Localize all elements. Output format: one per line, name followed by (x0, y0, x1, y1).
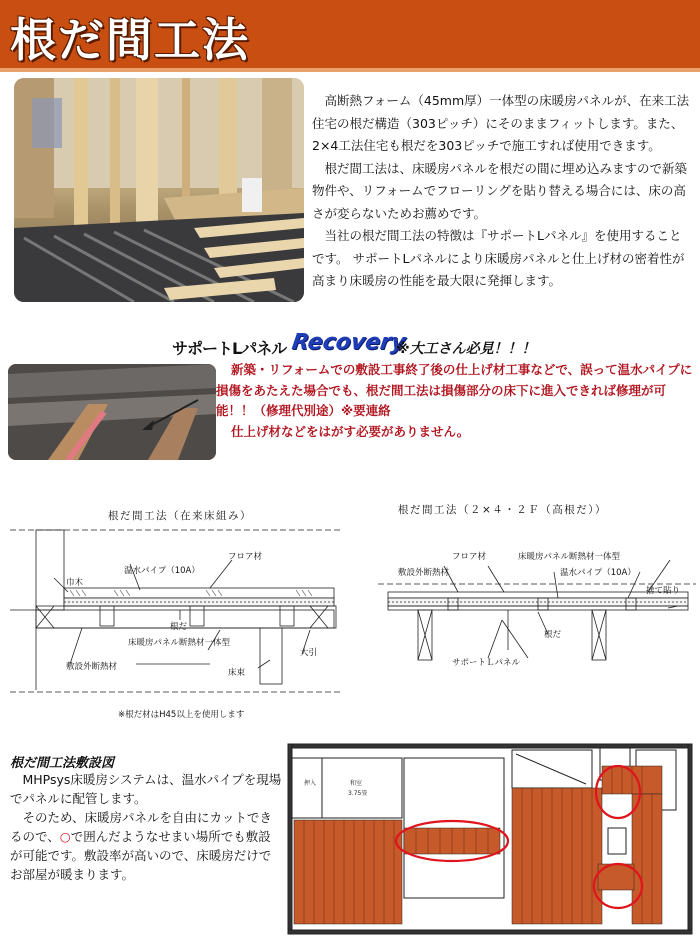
label-insulation-right: 敷設外断熱材 (398, 568, 450, 578)
floor-plan-drawing (286, 738, 696, 938)
carpenter-note: ※大工さん必見！！！ (396, 341, 536, 357)
drawing-left-note: ※根だ材はH45以上を使用します (118, 710, 245, 720)
label-panel-right: 床暖房パネル断熱材一体型 (518, 552, 621, 562)
label-neda-right: 根だ (544, 630, 562, 640)
plan-text (10, 770, 282, 884)
recovery-paragraph-1: 新築・リフォームでの敷設工事終了後の仕上げ材工事などで、誤って温水パイプに損傷をあたえた場合でも、根だ間工法は損傷部分の床下に進入できれば修理が可能！！（修理代別途）※要連絡 (216, 362, 693, 418)
label-tsuka: 床束 (228, 668, 246, 678)
room-label-oshiire: 押入 (304, 780, 317, 787)
label-panel-left: 床暖房パネル断熱材一体型 (128, 638, 231, 648)
label-flooring-left: フロア材 (228, 552, 263, 562)
plan-title: 根だ間工法敷設図 (10, 756, 115, 771)
intro-paragraph-1: 高断熱フォーム（45mm厚）一体型の床暖房パネルが、在来工法住宅の根だ構造（303ピッチ）にそのままフィットします。また、2×4工法住宅も根だを303ピッチで施工すれば使用できます。 (312, 93, 690, 153)
plan-paragraph-2: そのため、床暖房パネルを自由にカットできるので、○で囲んだようなせまい場所でも敷設が可能です。敷設率が高いので、床暖房だけでお部屋が暖まります。 (10, 810, 272, 882)
label-flooring-right: フロア材 (452, 552, 487, 562)
recovery-text (216, 360, 694, 442)
label-pipe-left: 温水パイプ（10A） (124, 566, 200, 576)
label-habaki: 巾木 (66, 578, 84, 588)
label-pipe-right: 温水パイプ（10A） (560, 568, 636, 578)
support-panel-label: サポートLパネル (172, 339, 287, 358)
pipe-closeup-photo (8, 364, 216, 460)
recovery-paragraph-2: 仕上げ材などをはがす必要がありません。 (231, 423, 470, 439)
drawing-left-title: 根だ間工法（在来床組み） (108, 510, 252, 522)
room-label-washitsu-size: 3.75畳 (348, 790, 368, 797)
header-divider (0, 68, 700, 72)
intro-text (312, 90, 692, 293)
label-ohbiki: 大引 (300, 648, 318, 658)
drawing-right-title: 根だ間工法（２×４・２Ｆ（高根だ）） (398, 504, 608, 516)
intro-paragraph-3: 当社の根だ間工法の特徴は『サポートLパネル』を使用することです。 サポートLパネルにより床暖房パネルと仕上げ材の密着性が高まり床暖房の性能を最大限に発揮します。 (312, 228, 685, 288)
construction-photo (14, 78, 304, 302)
intro-paragraph-2: 根だ間工法は、床暖房パネルを根だの間に埋め込みますので新築物件や、リフォームでフローリングを貼り替える場合には、床の高さが変らないためお薦めです。 (312, 160, 688, 221)
red-circle-icon: ○ (59, 829, 71, 844)
page-title: 根だ間工法 (10, 13, 250, 67)
label-insulation-left: 敷設外断熱材 (66, 662, 118, 672)
label-neda-left: 根だ (170, 622, 188, 632)
recovery-word: Recovery (290, 330, 408, 355)
room-label-washitsu: 和室 (350, 780, 363, 787)
plan-paragraph-1: MHPsys床暖房システムは、温水パイプを現場でパネルに配管します。 (10, 772, 282, 806)
label-sutebari: 捨て貼り (646, 586, 681, 596)
label-support-panel: サポートＬパネル (452, 658, 521, 668)
page-header (0, 0, 700, 68)
